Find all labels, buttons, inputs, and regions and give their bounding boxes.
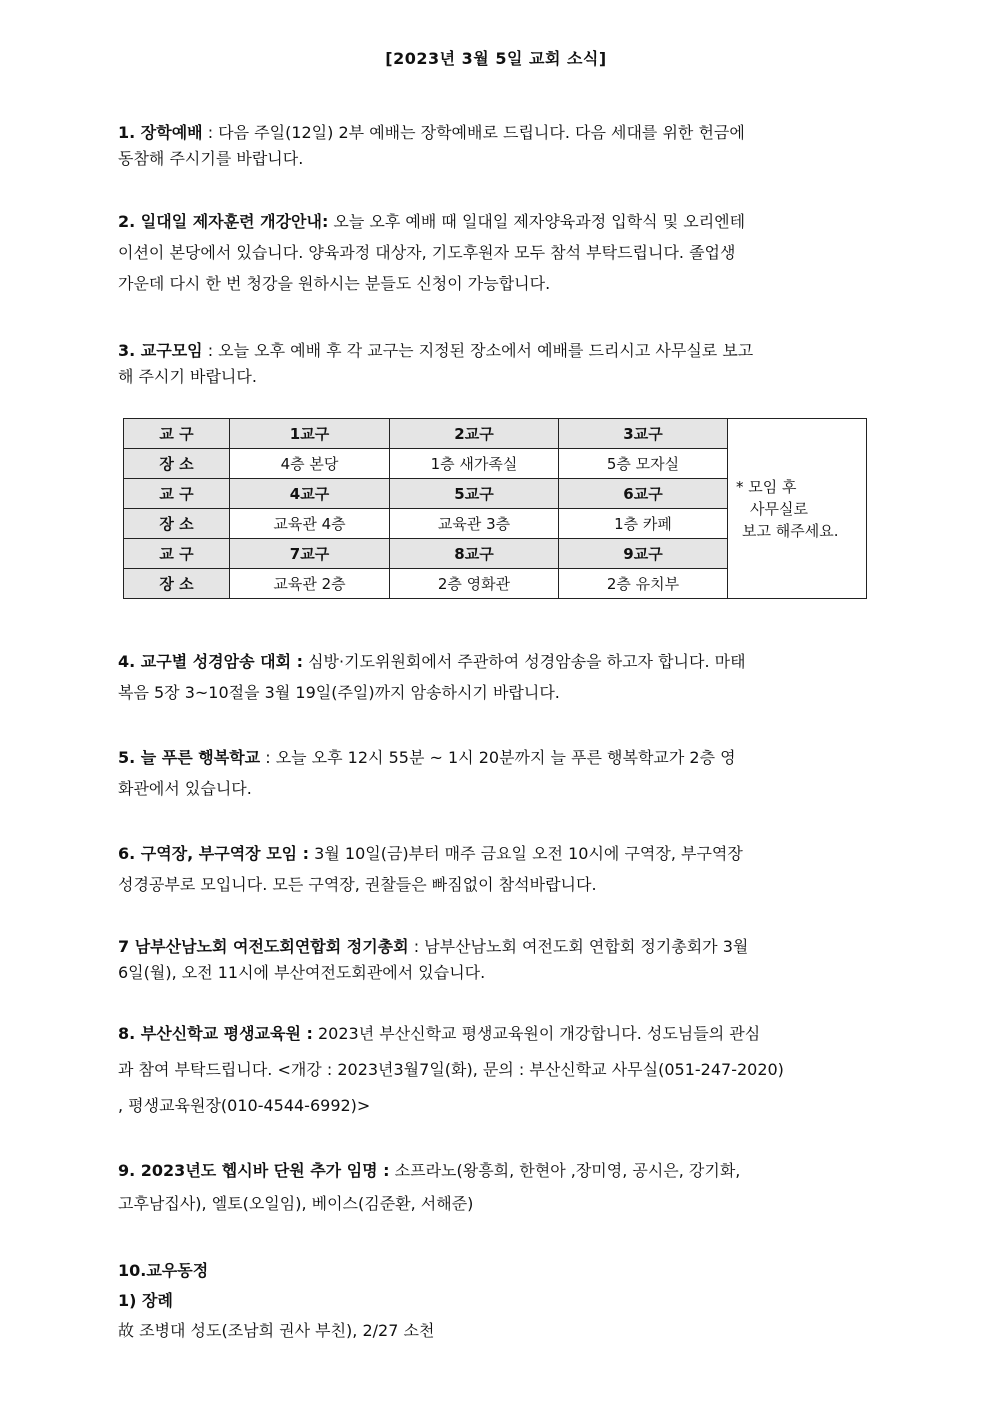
place-cell: 2층 영화관 bbox=[390, 569, 559, 599]
notice-heading: 7 남부산남노회 여전도회연합회 정기총회 bbox=[118, 937, 409, 956]
note-line: * 모임 후 bbox=[736, 477, 797, 496]
notice-item-10-text: 故 조병대 성도(조남희 권사 부친), 2/27 소천 bbox=[118, 1321, 435, 1340]
notice-text: 소프라노(왕흥희, 한현아 ,장미영, 공시은, 강기화, bbox=[389, 1161, 741, 1180]
notice-item-7 bbox=[118, 934, 874, 986]
notice-item-9 bbox=[118, 1154, 874, 1220]
zone-cell: 2교구 bbox=[390, 419, 559, 449]
notice-text: 과 참여 부탁드립니다. <개강 : 2023년3월7일(화), 문의 : 부산신학교 사무실(051-247-2020) bbox=[118, 1060, 784, 1079]
notice-text: : 남부산남노회 여전도회 연합회 정기총회가 3월 bbox=[408, 937, 749, 956]
zone-cell: 1교구 bbox=[230, 419, 390, 449]
zone-row-header: 교 구 bbox=[124, 479, 230, 509]
zone-cell: 7교구 bbox=[230, 539, 390, 569]
notice-heading: 3. 교구모임 bbox=[118, 341, 203, 360]
notice-heading: 9. 2023년도 헵시바 단원 추가 임명 : bbox=[118, 1161, 390, 1180]
zone-cell: 6교구 bbox=[559, 479, 728, 509]
notice-heading: 8. 부산신학교 평생교육원 : bbox=[118, 1024, 313, 1043]
zone-cell: 4교구 bbox=[230, 479, 390, 509]
place-cell: 5층 모자실 bbox=[559, 449, 728, 479]
place-row-header: 장 소 bbox=[124, 509, 230, 539]
notice-item-4 bbox=[118, 646, 874, 708]
notice-text: 3월 10일(금)부터 매주 금요일 오전 10시에 구역장, 부구역장 bbox=[309, 844, 743, 863]
notice-text: 복음 5장 3~10절을 3월 19일(주일)까지 암송하시기 바랍니다. bbox=[118, 683, 560, 702]
notice-text: 오늘 오후 예배 때 일대일 제자양육과정 입학식 및 오리엔테 bbox=[328, 212, 746, 231]
place-cell: 1층 새가족실 bbox=[390, 449, 559, 479]
zone-cell: 5교구 bbox=[390, 479, 559, 509]
notice-item-5 bbox=[118, 742, 874, 804]
place-cell: 교육관 3층 bbox=[390, 509, 559, 539]
page-title: [2023년 3월 5일 교회 소식] bbox=[385, 49, 607, 68]
zone-cell: 9교구 bbox=[559, 539, 728, 569]
zone-cell: 3교구 bbox=[559, 419, 728, 449]
notice-text: : 오늘 오후 예배 후 각 교구는 지정된 장소에서 예배를 드리시고 사무실로 보고 bbox=[202, 341, 754, 360]
place-cell: 2층 유치부 bbox=[559, 569, 728, 599]
notice-heading: 5. 늘 푸른 행복학교 bbox=[118, 748, 261, 767]
notice-text: 고후남집사), 엘토(오일임), 베이스(김준환, 서해준) bbox=[118, 1194, 474, 1213]
place-cell: 4층 본당 bbox=[230, 449, 390, 479]
place-cell: 교육관 4층 bbox=[230, 509, 390, 539]
zone-row-header: 교 구 bbox=[124, 419, 230, 449]
notice-text: 화관에서 있습니다. bbox=[118, 779, 252, 798]
notice-item-8 bbox=[118, 1016, 874, 1124]
notice-text: 해 주시기 바랍니다. bbox=[118, 367, 257, 386]
notice-heading: 6. 구역장, 부구역장 모임 : bbox=[118, 844, 310, 863]
notice-text: 심방·기도위원회에서 주관하여 성경암송을 하고자 합니다. 마태 bbox=[303, 652, 746, 671]
notice-text: : 다음 주일(12일) 2부 예배는 장학예배로 드립니다. 다음 세대를 위한 헌금에 bbox=[202, 123, 745, 142]
zone-place-table bbox=[123, 418, 867, 599]
zone-cell: 8교구 bbox=[390, 539, 559, 569]
notice-text: : 오늘 오후 12시 55분 ~ 1시 20분까지 늘 푸른 행복학교가 2층 영 bbox=[260, 748, 736, 767]
notice-text: , 평생교육원장(010-4544-6992)> bbox=[118, 1096, 371, 1115]
notice-heading: 4. 교구별 성경암송 대회 : bbox=[118, 652, 303, 671]
notice-heading: 2. 일대일 제자훈련 개강안내: bbox=[118, 212, 329, 231]
notice-item-10-subheading: 1) 장례 bbox=[118, 1291, 173, 1310]
note-line: 사무실로 bbox=[750, 499, 808, 518]
place-cell: 교육관 2층 bbox=[230, 569, 390, 599]
table-note bbox=[728, 419, 867, 599]
notice-text: 2023년 부산신학교 평생교육원이 개강합니다. 성도님들의 관심 bbox=[312, 1024, 761, 1043]
notice-text: 동참해 주시기를 바랍니다. bbox=[118, 149, 304, 168]
notice-text: 6일(월), 오전 11시에 부산여전도회관에서 있습니다. bbox=[118, 963, 486, 982]
place-row-header: 장 소 bbox=[124, 449, 230, 479]
note-line: 보고 해주세요. bbox=[742, 521, 839, 540]
notice-item-1 bbox=[118, 120, 874, 172]
zone-row-header: 교 구 bbox=[124, 539, 230, 569]
notice-item-2 bbox=[118, 206, 874, 299]
place-cell: 1층 카페 bbox=[559, 509, 728, 539]
notice-text: 가운데 다시 한 번 청강을 원하시는 분들도 신청이 가능합니다. bbox=[118, 274, 551, 293]
notice-text: 이션이 본당에서 있습니다. 양육과정 대상자, 기도후원자 모두 참석 부탁드립니다. 졸업생 bbox=[118, 243, 736, 262]
table-row bbox=[124, 419, 867, 449]
place-row-header: 장 소 bbox=[124, 569, 230, 599]
notice-item-10-heading: 10.교우동정 bbox=[118, 1261, 209, 1280]
notice-text: 성경공부로 모입니다. 모든 구역장, 권찰들은 빠짐없이 참석바랍니다. bbox=[118, 875, 597, 894]
notice-item-3 bbox=[118, 338, 874, 390]
notice-heading: 1. 장학예배 bbox=[118, 123, 203, 142]
notice-item-6 bbox=[118, 838, 874, 900]
